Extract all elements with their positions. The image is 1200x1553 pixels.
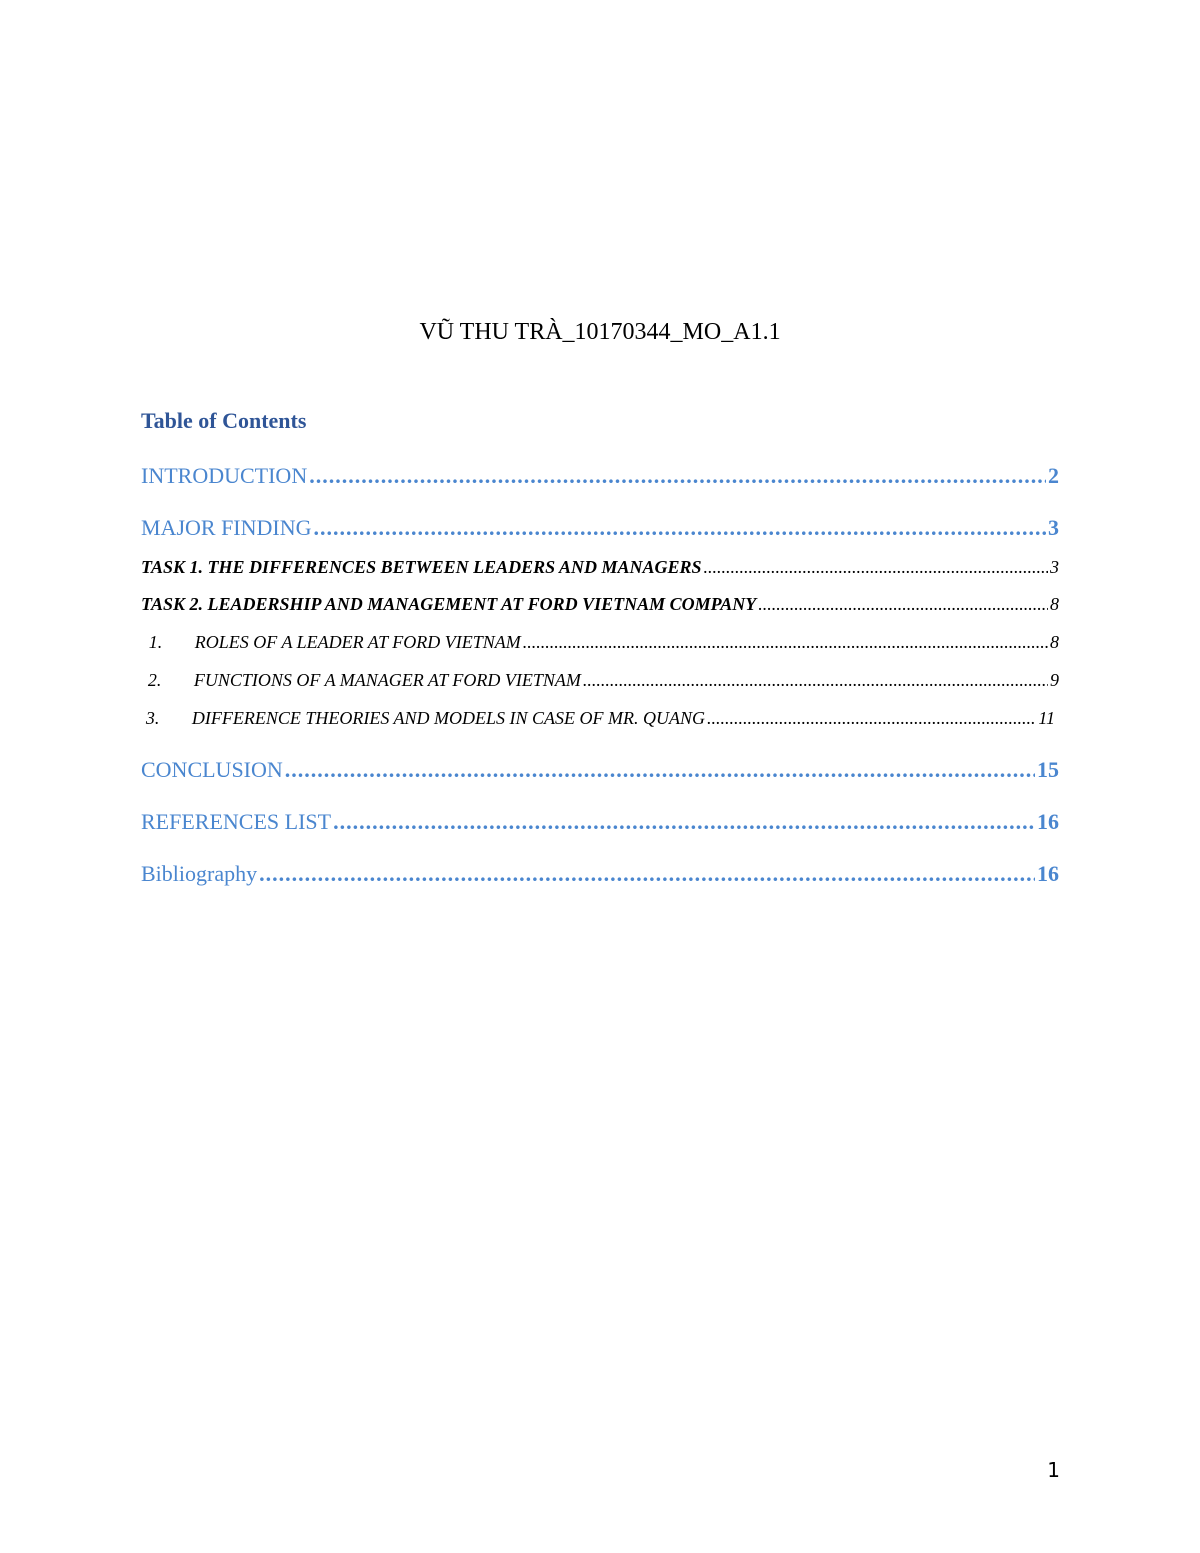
dot-leader: [704, 554, 1048, 580]
toc-entry-label: ROLES OF A LEADER AT FORD VIETNAM: [194, 632, 521, 652]
toc-entry-bibliography[interactable]: [141, 859, 1059, 889]
dot-leader: [309, 461, 1046, 491]
dot-leader: [259, 859, 1035, 889]
dot-leader: [523, 629, 1048, 655]
toc-entry-sub1[interactable]: [141, 629, 1059, 655]
toc-entry-label: INTRODUCTION: [141, 463, 308, 488]
toc-entry-task2[interactable]: [141, 591, 1059, 617]
toc-entry-number: 3.: [145, 708, 160, 728]
dot-leader: [707, 705, 1036, 731]
toc-entry-conclusion[interactable]: [141, 755, 1059, 785]
dot-leader: [333, 807, 1035, 837]
toc-entry-label: CONCLUSION: [141, 757, 283, 782]
dot-leader: [583, 667, 1048, 693]
toc-entry-page: 2: [1048, 463, 1059, 488]
toc-entry-page: 11: [1038, 708, 1055, 728]
toc-entry-label: REFERENCES LIST: [141, 809, 332, 834]
toc-entry-label: Bibliography: [141, 861, 258, 886]
toc-entry-sub2[interactable]: [141, 667, 1059, 693]
toc-entry-label: TASK 2. LEADERSHIP AND MANAGEMENT AT FORD VIETNAM COMPANY: [141, 594, 757, 614]
toc-entry-label: DIFFERENCE THEORIES AND MODELS IN CASE OF MR. QUANG: [191, 708, 705, 728]
toc-entry-page: 3: [1048, 515, 1059, 540]
dot-leader: [758, 591, 1048, 617]
dot-leader: [285, 755, 1035, 785]
toc-entry-page: 16: [1037, 809, 1059, 834]
toc-entry-number: 1.: [148, 632, 163, 652]
toc-entry-page: 9: [1050, 670, 1059, 690]
toc-entry-task1[interactable]: [141, 554, 1059, 580]
toc-entry-references[interactable]: [141, 807, 1059, 837]
document-title: VŨ THU TRÀ_10170344_MO_A1.1: [419, 319, 781, 345]
page-number: 1: [1047, 1458, 1060, 1482]
toc-entry-label: MAJOR FINDING: [141, 515, 312, 540]
dot-leader: [314, 513, 1046, 543]
toc-heading: Table of Contents: [141, 408, 307, 433]
toc-entry-label: FUNCTIONS OF A MANAGER AT FORD VIETNAM: [193, 670, 581, 690]
toc-entry-page: 8: [1050, 594, 1059, 614]
toc-entry-page: 3: [1050, 557, 1059, 577]
toc-entry-page: 8: [1050, 632, 1059, 652]
toc-entry-introduction[interactable]: [141, 461, 1059, 491]
toc-entry-major-finding[interactable]: [141, 513, 1059, 543]
toc-entry-number: 2.: [147, 670, 162, 690]
toc-entry-page: 16: [1037, 861, 1059, 886]
toc-entry-sub3[interactable]: [141, 705, 1055, 731]
toc-entry-page: 15: [1037, 757, 1059, 782]
toc-entry-label: TASK 1. THE DIFFERENCES BETWEEN LEADERS AND MANAGERS: [141, 557, 702, 577]
